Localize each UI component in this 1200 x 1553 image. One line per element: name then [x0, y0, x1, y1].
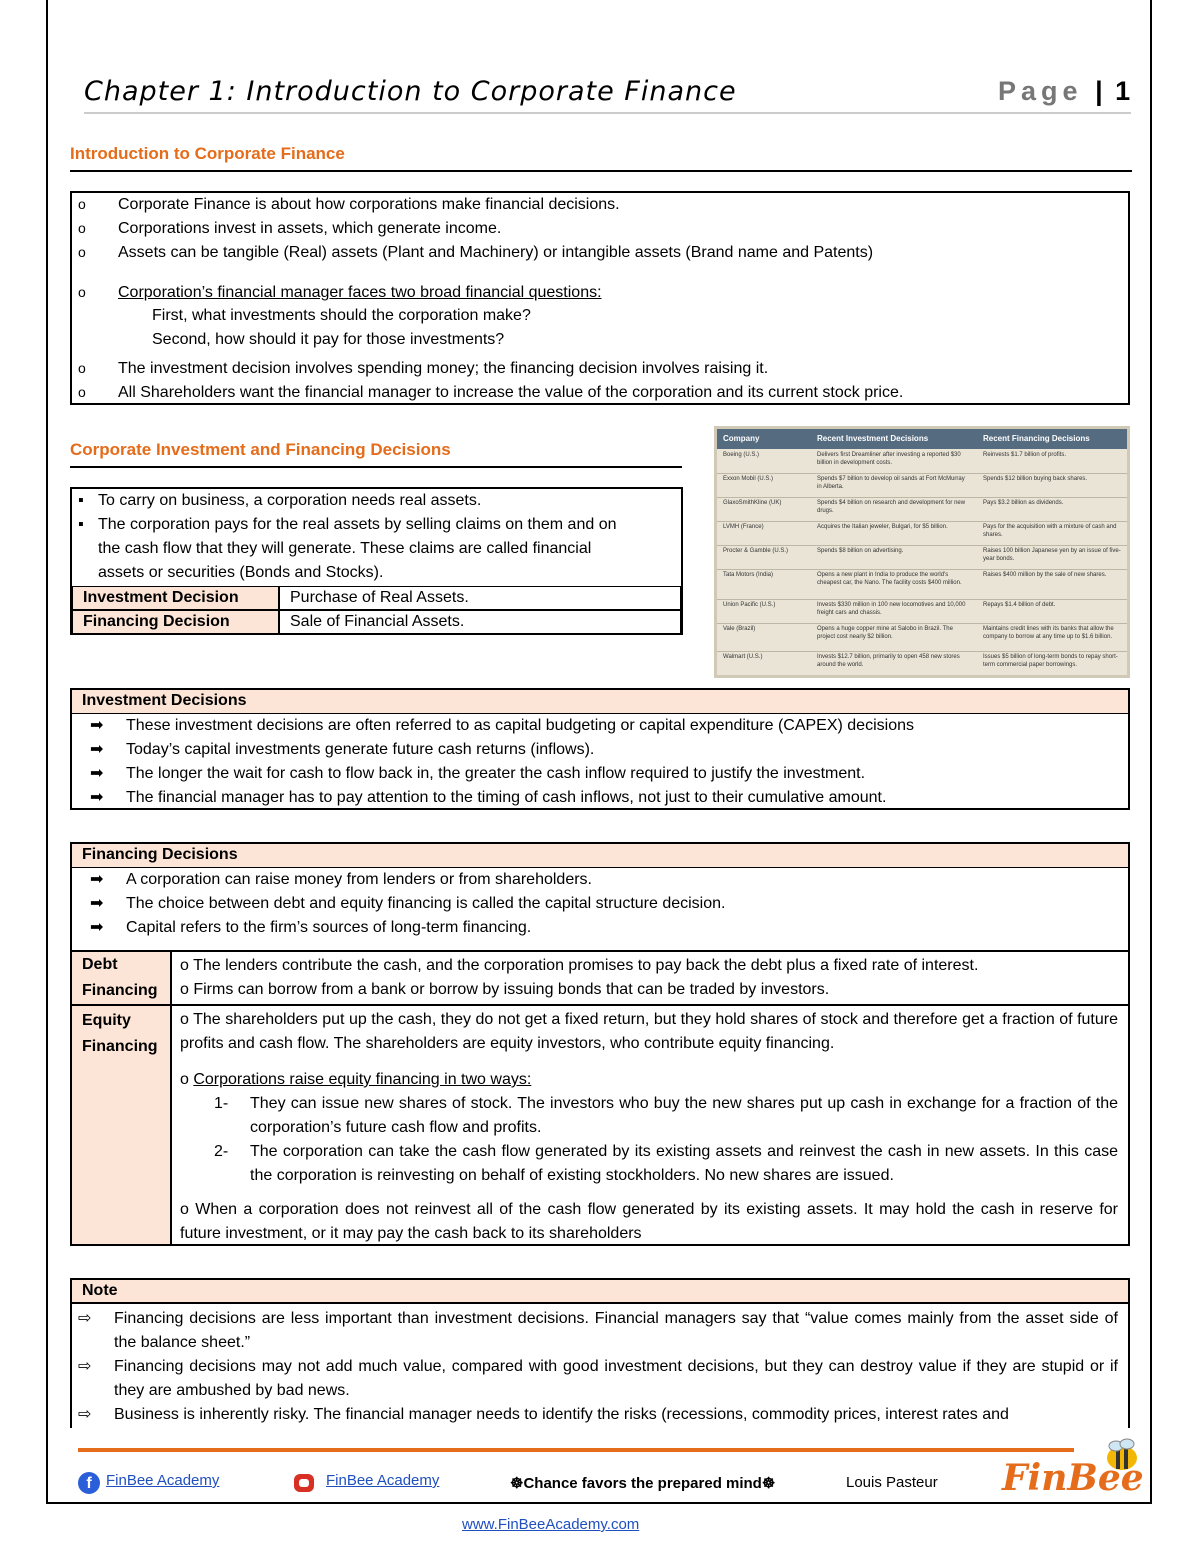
footer-author: Louis Pasteur — [846, 1474, 938, 1491]
financing-decision-value: Sale of Financial Assets. — [279, 610, 681, 634]
investment-decision-label: Investment Decision — [72, 586, 279, 610]
table-header — [717, 429, 1127, 449]
list-item: ➡ These investment decisions are often referred to as capital budgeting or capital expenditure (CAPEX) decisions — [90, 717, 914, 734]
list-item: o Assets can be tangible (Real) assets (Plant and Machinery) or intangible assets (Brand name and Patents) — [78, 244, 874, 261]
list-item: ➡ A corporation can raise money from lenders or from shareholders. — [90, 871, 592, 888]
table-row: Tata Motors (India) Opens a new plant in India to produce the world's cheapest car, the Nano. The facility costs $400 million. Raises $400 million by the sale of new shares. — [717, 569, 1127, 600]
list-item: the cash flow that they will generate. These claims are called financial — [98, 540, 592, 557]
equity-ways-title: o Corporations raise equity financing in two ways: — [180, 1071, 532, 1088]
list-item: ➡ Capital refers to the firm’s sources of long-term financing. — [90, 919, 532, 936]
facebook-icon: f — [78, 1472, 100, 1494]
finbee-logo: FinBee — [1002, 1457, 1144, 1499]
list-item: assets or securities (Bonds and Stocks). — [98, 564, 384, 581]
table-row: Walmart (U.S.) Invests $12.7 billion, primarily to open 458 new stores around the world. Issues $5 billion of long-term bonds to repay short-term commercial paper borrowings. — [723, 654, 1118, 668]
investment-title: Investment Decisions — [72, 690, 1128, 714]
list-item: They can issue new shares of stock. The investors who buy the new shares put up cash in exchange for a fraction of the corporation’s future cash flow and profits. — [250, 1095, 1118, 1136]
list-item-number: 1- — [214, 1095, 229, 1112]
cifd-rule — [70, 466, 682, 468]
cifd-title: Corporate Investment and Financing Decisions — [70, 440, 451, 459]
list-item: First, what investments should the corporation make? — [152, 307, 531, 324]
website-link[interactable]: www.FinBeeAcademy.com — [462, 1516, 640, 1533]
example-table — [714, 426, 1130, 678]
list-item-arrow: ⇨ — [78, 1358, 92, 1375]
list-item: o The investment decision involves spending money; the financing decision involves raising it. — [78, 360, 769, 377]
list-item: Business is inherently risky. The financial manager needs to identify the risks (recessions, commodity prices, interest rates and — [114, 1406, 1009, 1423]
page-title: Chapter 1: Introduction to Corporate Finance — [84, 76, 737, 107]
list-item-arrow: ⇨ — [78, 1406, 92, 1423]
equity-financing-label: Equity Financing — [72, 1006, 172, 1244]
table-row: Exxon Mobil (U.S.) Spends $7 billion to develop oil sands at Fort McMurray in Alberta. Spends $12 billion buying back shares. — [717, 473, 1127, 498]
list-item: The corporation can take the cash flow generated by its existing assets and reinvest the cash in new assets. In this case the corporation is reinvesting on behalf of existing stockholders. No new shares are issued. — [250, 1143, 1118, 1184]
table-header-cell: Company — [723, 434, 760, 443]
intro-title: Introduction to Corporate Finance — [70, 144, 345, 163]
financing-title: Financing Decisions — [72, 844, 1128, 868]
equity-paragraph: o The shareholders put up the cash, they do not get a fixed return, but they hold shares of stock and therefore get a fraction of future profits and cash flow. The shareholders are equity investors, who contribute equity financing. — [180, 1011, 1118, 1052]
list-item: ➡ The choice between debt and equity financing is called the capital structure decision. — [90, 895, 726, 912]
table-row: GlaxoSmithKline (UK) Spends $4 billion on research and development for new drugs. Pays $3.2 billion as dividends. — [717, 497, 1127, 522]
footer-quote: ☸Chance favors the prepared mind☸ — [510, 1475, 776, 1492]
table-header-cell: Recent Financing Decisions — [983, 434, 1090, 443]
table-row: Vale (Brazil) Opens a huge copper mine at Salobo in Brazil. The project cost nearly $2 billion. Maintains credit lines with its banks that allow the company to borrow at any time up to $1.6 billion. — [717, 623, 1127, 652]
list-item: ▪ To carry on business, a corporation needs real assets. — [78, 492, 482, 509]
financing-decision-label: Financing Decision — [72, 610, 279, 634]
list-item: o Corporations invest in assets, which generate income. — [78, 220, 502, 237]
youtube-link[interactable]: FinBee Academy — [326, 1472, 440, 1489]
list-item: ▪ The corporation pays for the real assets by selling claims on them and on — [78, 516, 617, 533]
list-item: ➡ Today’s capital investments generate future cash returns (inflows). — [90, 741, 595, 758]
list-item: Financing decisions are less important than investment decisions. Financial managers say that “value comes mainly from the asset side of the balance sheet.” — [114, 1310, 1118, 1351]
list-item-number: 2- — [214, 1143, 229, 1160]
footer-rule — [78, 1448, 1074, 1452]
list-item: o All Shareholders want the financial manager to increase the value of the corporation and its current stock price. — [78, 384, 904, 401]
list-item-arrow: ⇨ — [78, 1310, 92, 1327]
list-item: ➡ The financial manager has to pay attention to the timing of cash inflows, not just to their cumulative amount. — [90, 789, 887, 806]
youtube-icon — [294, 1474, 314, 1492]
list-item: o Corporate Finance is about how corporations make financial decisions. — [78, 196, 620, 213]
note-title: Note — [72, 1280, 1128, 1304]
debt-financing-label: Debt Financing — [72, 952, 172, 1004]
list-item: o The lenders contribute the cash, and the corporation promises to pay back the debt plus a fixed rate of interest. — [180, 957, 979, 974]
list-item: ➡ The longer the wait for cash to flow back in, the greater the cash inflow required to justify the investment. — [90, 765, 866, 782]
list-item: Second, how should it pay for those investments? — [152, 331, 505, 348]
equity-paragraph: o When a corporation does not reinvest all of the cash flow generated by its existing assets. It may hold the cash in reserve for future investment, or it may pay the cash back to its shareholders — [180, 1201, 1119, 1242]
table-row: LVMH (France) Acquires the Italian jeweler, Bulgari, for $5 billion. Pays for the acquisition with a mixture of cash and shares. — [717, 521, 1127, 546]
financing-divider — [70, 1004, 1130, 1006]
list-item: Financing decisions may not add much value, compared with good investment decisions, but they can destroy value if they are stupid or if they are ambushed by bad news. — [114, 1358, 1118, 1399]
facebook-link[interactable]: FinBee Academy — [106, 1472, 220, 1489]
investment-decision-value: Purchase of Real Assets. — [279, 586, 681, 610]
list-item: o Firms can borrow from a bank or borrow by issuing bonds that can be traded by investors. — [180, 981, 830, 998]
financing-divider — [70, 950, 1130, 952]
header-divider — [84, 112, 1131, 114]
intro-rule — [70, 170, 1132, 172]
list-item: o Corporation’s financial manager faces two broad financial questions: — [78, 284, 602, 301]
table-row: Union Pacific (U.S.) Invests $330 million in 100 new locomotives and 10,000 freight cars and chassis. Repays $1.4 billion of debt. — [717, 599, 1127, 624]
table-row: Procter & Gamble (U.S.) Spends $8 billion on advertising. Raises 100 billion Japanese yen by an issue of five-year bonds. — [717, 545, 1127, 570]
page-number: Page | 1 — [998, 76, 1131, 106]
table-row: Boeing (U.S.) Delivers first Dreamliner after investing a reported $30 billion in development costs. Reinvests $1.7 billion of profits. — [717, 449, 1127, 474]
table-header-cell: Recent Investment Decisions — [817, 434, 929, 443]
